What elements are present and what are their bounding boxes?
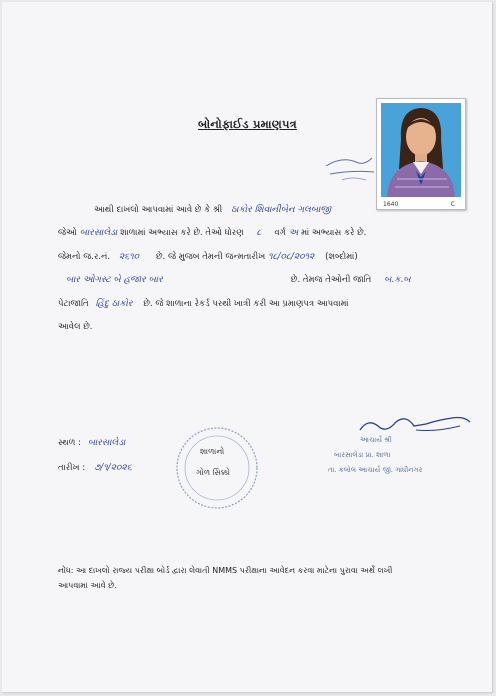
body-line-6 xyxy=(58,322,93,332)
footnote-line-1: નોંધ: આ દાખલો રાજ્ય પરીક્ષા બોર્ડ દ્વારા લેવાતી NMMS પરીક્ષાના આવેદન કરવા માટેના પુરાવા અર્થે લખી xyxy=(58,566,393,575)
std-value: ૮ xyxy=(256,228,262,238)
date-value: ૭/૧/૨૦૨૬ xyxy=(93,463,132,473)
student-portrait-image xyxy=(377,99,465,199)
photo-mark: C xyxy=(450,201,455,208)
caste-value: બ.ક.બ xyxy=(384,275,411,285)
seal-label-1: શાળાનો xyxy=(200,447,225,456)
principal-stamp-line-1: આચાર્ય શ્રી xyxy=(360,436,392,444)
place-row xyxy=(58,438,125,448)
footnote-line-2: આપવામાં આવે છે. xyxy=(58,581,117,590)
line2-mid: શાળામાં અભ્યાસ કરે છે. તેઓ ધોરણ xyxy=(120,228,244,238)
date-row xyxy=(58,463,132,473)
line2-mid2: વર્ગ xyxy=(274,228,286,238)
body-line-5 xyxy=(58,299,349,309)
school-name: બારસાલેડા xyxy=(79,228,118,238)
certificate-title: બોનોફાઈડ પ્રમાણપત્ર xyxy=(198,117,297,131)
line2-prefix: જેઓ xyxy=(58,228,77,238)
division-value: અ xyxy=(288,228,299,238)
seal-label-2: ગોળ સિક્કો xyxy=(196,468,230,477)
student-name: ઠાકોર શિવાનીબેન ગલબાજી xyxy=(231,205,331,215)
footnote xyxy=(58,563,458,593)
body-line-4 xyxy=(58,275,411,285)
line5-prefix: પેટાજાતિ xyxy=(58,299,89,309)
dob-in-words: બાર ઓગસ્ટ બે હજાર બાર xyxy=(66,275,163,285)
line3-prefix: જેમનો જ.ર.નં. xyxy=(58,252,111,262)
student-photo xyxy=(376,98,466,210)
date-label: તારીખ : xyxy=(58,463,86,473)
line2-suffix: માં અભ્યાસ કરે છે. xyxy=(301,228,367,238)
line3-suffix: (શબ્દોમાં) xyxy=(325,252,358,262)
subcaste-value: હિંદુ ઠાકોર xyxy=(95,299,133,309)
body-line-3 xyxy=(58,252,358,262)
line5-suffix: છે. જે શાળાના રેકર્ડ પરથી ખાત્રી કરી આ પ્રમાણપત્ર આપવામાં xyxy=(143,299,349,309)
body-line-1 xyxy=(94,205,331,215)
line6-text: આવેલ છે. xyxy=(58,322,93,332)
place-label: સ્થળ : xyxy=(58,438,81,448)
photo-number: 1640 xyxy=(383,201,399,208)
principal-stamp-line-2: બારસાલેડા પ્રા. શાળા xyxy=(334,451,391,459)
body-line-2 xyxy=(58,228,366,238)
date-of-birth: ૧૮/૦૮/૨૦૧૨ xyxy=(268,252,315,262)
line1-text: આથી દાખલો આપવામાં આવે છે કે શ્રી xyxy=(94,205,223,215)
photo-attestation-signature xyxy=(322,150,382,190)
gr-number: ૨૬૧૦ xyxy=(118,252,140,262)
place-value: બારસાલેડા xyxy=(87,438,126,448)
line3-mid: છે. જે મુજબ તેમની જન્મતારીખ xyxy=(155,252,266,262)
line4-mid: છે. તેમજ તેઓની જાતિ xyxy=(290,275,372,285)
principal-stamp-line-3: તા. કલોલ આચાર્ય જી. ગાંધીનગર xyxy=(328,466,423,474)
